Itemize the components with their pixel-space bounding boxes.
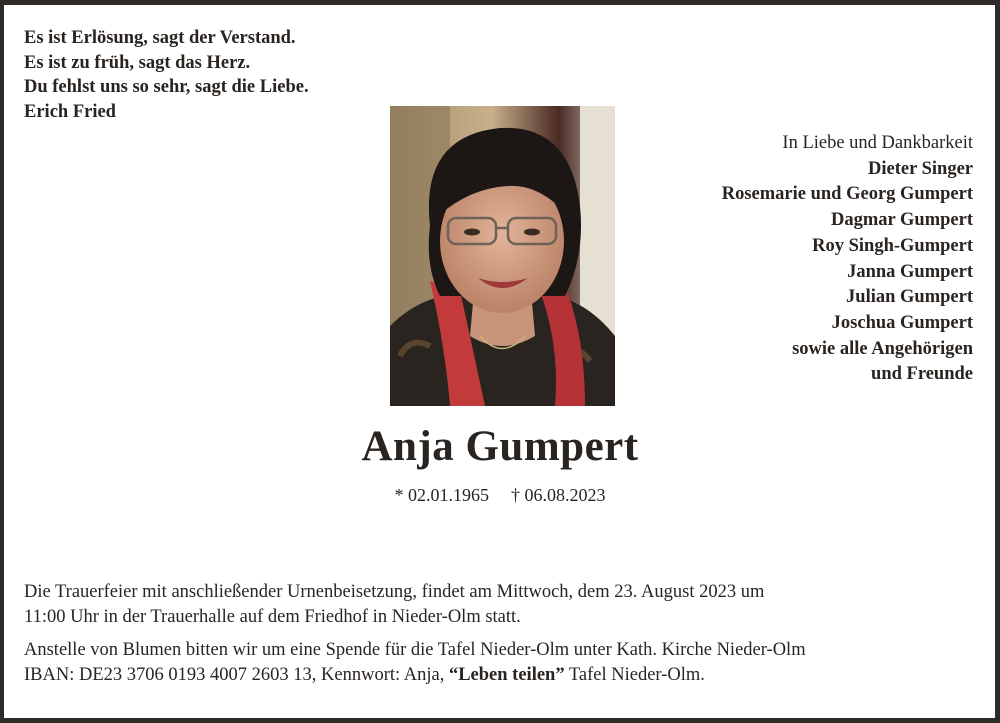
portrait-image: [390, 106, 615, 406]
donation-line: Anstelle von Blumen bitten wir um eine Spende für die Tafel Nieder-Olm unter Kath. Kirche Nieder-Olm: [24, 640, 806, 660]
poem-line: Du fehlst uns so sehr, sagt die Liebe.: [24, 77, 309, 97]
ceremony-line: 11:00 Uhr in der Trauerhalle auf dem Friedhof in Nieder-Olm statt.: [24, 606, 521, 627]
mourner-name: sowie alle Angehörigen: [792, 338, 973, 359]
poem-quote: [24, 26, 309, 124]
mourner-name: Rosemarie und Georg Gumpert: [721, 184, 973, 205]
mourner-name: Roy Singh-Gumpert: [812, 235, 973, 256]
poem-line: Es ist Erlösung, sagt der Verstand.: [24, 28, 296, 48]
poem-line: Es ist zu früh, sagt das Herz.: [24, 52, 251, 73]
deceased-name: Anja Gumpert: [361, 423, 639, 470]
donation-recipient: Tafel Nieder-Olm.: [564, 664, 705, 685]
donation-text: [24, 638, 974, 687]
death-date: † 06.08.2023: [511, 485, 606, 505]
mourner-name: Janna Gumpert: [847, 261, 973, 282]
poem-author: Erich Fried: [24, 101, 116, 122]
mourners-intro: In Liebe und Dankbarkeit: [782, 133, 973, 153]
mourner-name: und Freunde: [871, 364, 973, 385]
funeral-notice: [24, 580, 974, 687]
donation-keyword: “Leben teilen”: [448, 664, 565, 685]
life-dates: [0, 485, 1000, 506]
mourners-list: [722, 131, 973, 388]
ceremony-line: Die Trauerfeier mit anschließender Urnenbeisetzung, findet am Mittwoch, dem 23. August 2023 um: [24, 582, 765, 602]
mourner-name: Joschua Gumpert: [831, 312, 973, 333]
ceremony-text: [24, 580, 974, 629]
mourner-name: Julian Gumpert: [846, 287, 973, 308]
portrait-photo: [390, 106, 615, 406]
mourner-name: Dagmar Gumpert: [831, 210, 973, 231]
birth-date: * 02.01.1965: [394, 485, 489, 505]
mourner-name: Dieter Singer: [868, 158, 973, 179]
donation-iban: IBAN: DE23 3706 0193 4007 2603 13, Kennwort: Anja,: [24, 664, 449, 685]
